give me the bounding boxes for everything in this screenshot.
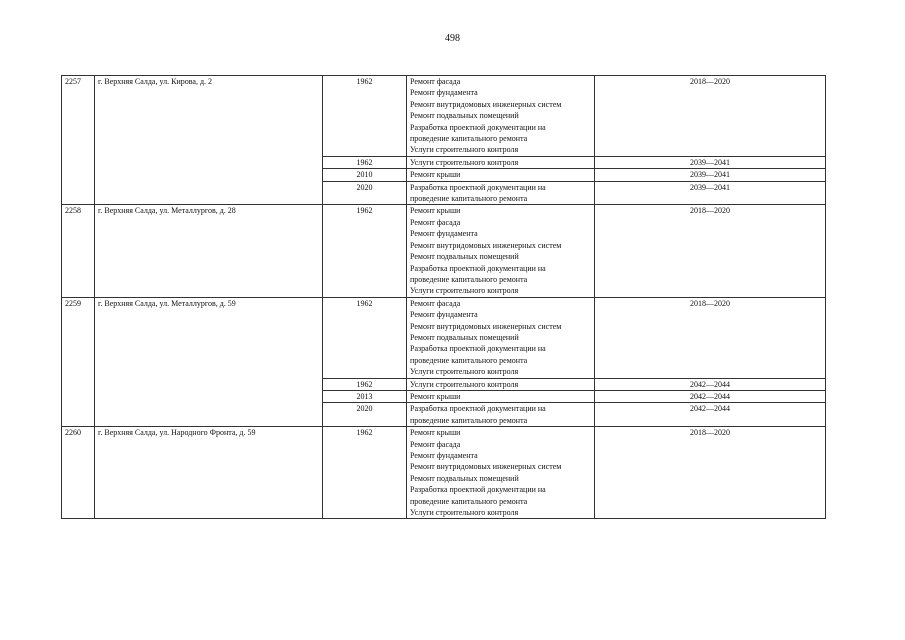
works-cell: [407, 390, 595, 402]
address-cell: г. Верхняя Салда, ул. Кирова, д. 2: [95, 76, 323, 205]
period-cell: 2039—2041: [595, 181, 826, 205]
work-item: Услуги строительного контроля: [410, 508, 519, 518]
work-item: Услуги строительного контроля: [410, 145, 519, 155]
year-cell: 1962: [323, 297, 407, 378]
work-item: Ремонт подвальных помещений: [410, 473, 519, 483]
work-item: проведение капитального ремонта: [410, 415, 528, 425]
works-cell: [407, 403, 595, 427]
work-item: Ремонт подвальных помещений: [410, 332, 519, 342]
work-item: Ремонт крыши: [410, 428, 461, 438]
year-cell: 2020: [323, 181, 407, 205]
table-row: [62, 297, 826, 378]
works-cell: [407, 297, 595, 378]
period-cell: 2018—2020: [595, 76, 826, 157]
work-item: Ремонт внутридомовых инженерных систем: [410, 321, 562, 331]
address-cell: г. Верхняя Салда, ул. Народного Фронта, д. 59: [95, 427, 323, 519]
works-cell: [407, 156, 595, 168]
work-item: Ремонт подвальных помещений: [410, 111, 519, 121]
house-number-cell: 2260: [62, 427, 95, 519]
table-body: [62, 76, 826, 519]
work-item: Ремонт внутридомовых инженерных систем: [410, 462, 562, 472]
work-item: проведение капитального ремонта: [410, 134, 528, 144]
works-cell: [407, 169, 595, 181]
work-item: Услуги строительного контроля: [410, 379, 519, 389]
works-cell: [407, 76, 595, 157]
period-cell: 2042—2044: [595, 403, 826, 427]
year-cell: 1962: [323, 378, 407, 390]
work-item: Разработка проектной документации на: [410, 344, 546, 354]
address-cell: г. Верхняя Салда, ул. Металлургов, д. 59: [95, 297, 323, 426]
table-row: [62, 76, 826, 157]
table-row: [62, 205, 826, 297]
works-cell: [407, 181, 595, 205]
work-item: Ремонт фундамента: [410, 310, 478, 320]
works-cell: [407, 427, 595, 519]
work-item: Разработка проектной документации на: [410, 485, 546, 495]
works-cell: [407, 205, 595, 297]
work-item: Ремонт фасада: [410, 77, 461, 86]
work-item: проведение капитального ремонта: [410, 496, 528, 506]
work-item: Услуги строительного контроля: [410, 286, 519, 296]
work-item: Ремонт крыши: [410, 206, 461, 216]
work-item: Ремонт фасада: [410, 298, 461, 308]
page-number: 498: [445, 33, 460, 44]
period-cell: 2018—2020: [595, 205, 826, 297]
work-item: Ремонт крыши: [410, 391, 461, 401]
year-cell: 1962: [323, 156, 407, 168]
works-cell: [407, 378, 595, 390]
work-item: проведение капитального ремонта: [410, 274, 528, 284]
year-cell: 2020: [323, 403, 407, 427]
year-cell: 1962: [323, 76, 407, 157]
year-cell: 2010: [323, 169, 407, 181]
work-item: Ремонт внутридомовых инженерных систем: [410, 240, 562, 250]
work-item: Услуги строительного контроля: [410, 157, 519, 167]
work-item: Разработка проектной документации на: [410, 404, 546, 414]
period-cell: 2018—2020: [595, 427, 826, 519]
work-item: Разработка проектной документации на: [410, 263, 546, 273]
work-item: Ремонт фундамента: [410, 451, 478, 460]
work-item: проведение капитального ремонта: [410, 355, 528, 365]
period-cell: 2018—2020: [595, 297, 826, 378]
work-item: Ремонт фасада: [410, 439, 461, 449]
work-item: Ремонт фундамента: [410, 88, 478, 98]
work-item: Ремонт внутридомовых инженерных систем: [410, 99, 562, 109]
period-cell: 2042—2044: [595, 390, 826, 402]
work-item: Ремонт крыши: [410, 170, 461, 180]
repair-schedule-table: [61, 75, 826, 519]
year-cell: 1962: [323, 205, 407, 297]
period-cell: 2042—2044: [595, 378, 826, 390]
work-item: Услуги строительного контроля: [410, 367, 519, 377]
work-item: Разработка проектной документации на: [410, 182, 546, 192]
house-number-cell: 2257: [62, 76, 95, 205]
work-item: проведение капитального ремонта: [410, 194, 528, 204]
table-row: [62, 427, 826, 519]
year-cell: 1962: [323, 427, 407, 519]
year-cell: 2013: [323, 390, 407, 402]
house-number-cell: 2258: [62, 205, 95, 297]
period-cell: 2039—2041: [595, 156, 826, 168]
house-number-cell: 2259: [62, 297, 95, 426]
work-item: Ремонт подвальных помещений: [410, 252, 519, 262]
address-cell: г. Верхняя Салда, ул. Металлургов, д. 28: [95, 205, 323, 297]
work-item: Ремонт фундамента: [410, 229, 478, 239]
period-cell: 2039—2041: [595, 169, 826, 181]
work-item: Разработка проектной документации на: [410, 122, 546, 132]
work-item: Ремонт фасада: [410, 217, 461, 227]
